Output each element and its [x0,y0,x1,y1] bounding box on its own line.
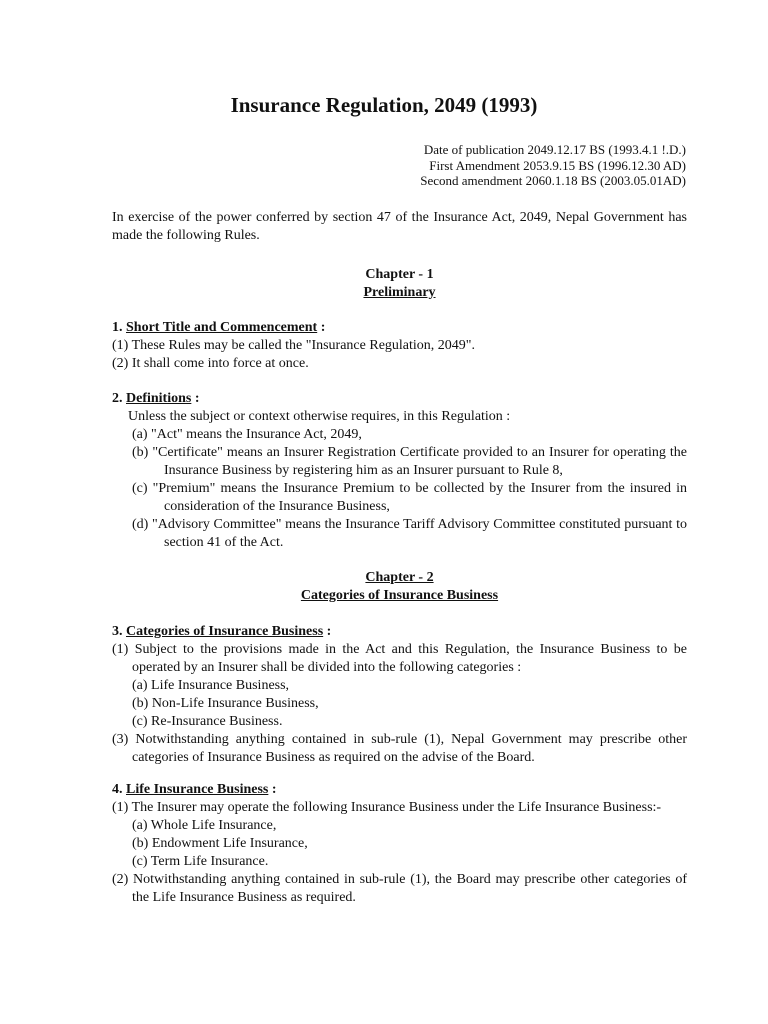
section-1-colon: : [320,320,326,335]
section-2-colon: : [194,391,200,406]
section-1-rule-2: (2) It shall come into force at once. [112,356,309,371]
chapter-2-heading [112,569,687,605]
section-1 [112,319,687,373]
document-title: Insurance Regulation, 2049 (1993) [230,93,538,117]
preamble: In exercise of the power conferred by section 47 of the Insurance Act, 2049, Nepal Government has made the following Rules. [112,210,687,243]
definition-item: (a) "Act" means the Insurance Act, 2049, [132,427,362,442]
definitions-intro: Unless the subject or context otherwise requires, in this Regulation : [128,409,511,424]
section-1-heading [112,319,687,337]
section-4-heading [112,781,687,799]
definition-item: (d) "Advisory Committee" means the Insurance Tariff Advisory Committee constituted pursuant to section 41 of the Act. [132,517,687,550]
section-4-rule-1: (1) The Insurer may operate the following Insurance Business under the Life Insurance Business:- [112,800,662,815]
section-2-number: 2. [112,391,123,406]
section-1-rule-1: (1) These Rules may be called the "Insurance Regulation, 2049". [112,338,476,353]
definition-item: (c) "Premium" means the Insurance Premium to be collected by the Insurer from the insured in consideration of the Insurance Business, [132,481,687,514]
section-4-title: Life Insurance Business [126,782,269,797]
definition-item: (b) "Certificate" means an Insurer Registration Certificate provided to an Insurer for operating the Insurance Business by registering him as an Insurer pursuant to Rule 8, [132,445,687,478]
publication-date: Date of publication 2049.12.17 BS (1993.4.1 !.D.) [423,142,686,157]
section-4 [112,781,687,907]
section-3-rule-3: (3) Notwithstanding anything contained in sub-rule (1), Nepal Government may prescribe other categories of Insurance Business as required on the advise of the Board. [112,732,687,765]
section-2 [112,390,687,552]
section-3-title: Categories of Insurance Business [126,624,324,639]
publication-info [420,142,686,189]
second-amendment: Second amendment 2060.1.18 BS (2003.05.01AD) [420,173,686,188]
chapter-2-label: Chapter - 2 [365,570,434,585]
category-item: (c) Re-Insurance Business. [132,714,283,729]
category-item: (b) Non-Life Insurance Business, [132,696,319,711]
life-insurance-item: (b) Endowment Life Insurance, [132,836,308,851]
chapter-1-name: Preliminary [363,285,436,300]
section-3-heading [112,623,687,641]
section-2-title: Definitions [126,391,192,406]
section-3-colon: : [326,624,332,639]
category-item: (a) Life Insurance Business, [132,678,290,693]
section-4-number: 4. [112,782,123,797]
section-4-colon: : [271,782,277,797]
section-3-number: 3. [112,624,123,639]
chapter-2-name: Categories of Insurance Business [300,588,499,603]
section-2-heading [112,390,687,408]
section-1-title: Short Title and Commencement [126,320,318,335]
life-insurance-item: (a) Whole Life Insurance, [132,818,277,833]
section-3-rule-1: (1) Subject to the provisions made in the Act and this Regulation, the Insurance Business to be operated by an Insurer shall be divided into the following categories : [112,642,687,675]
chapter-1-label: Chapter - 1 [365,267,434,282]
section-1-number: 1. [112,320,123,335]
chapter-1-heading [112,266,687,302]
life-insurance-item: (c) Term Life Insurance. [132,854,269,869]
first-amendment: First Amendment 2053.9.15 BS (1996.12.30 AD) [429,157,686,173]
section-3 [112,623,687,767]
section-4-rule-2: (2) Notwithstanding anything contained in sub-rule (1), the Board may prescribe other categories of the Life Insurance Business as required. [112,872,687,905]
